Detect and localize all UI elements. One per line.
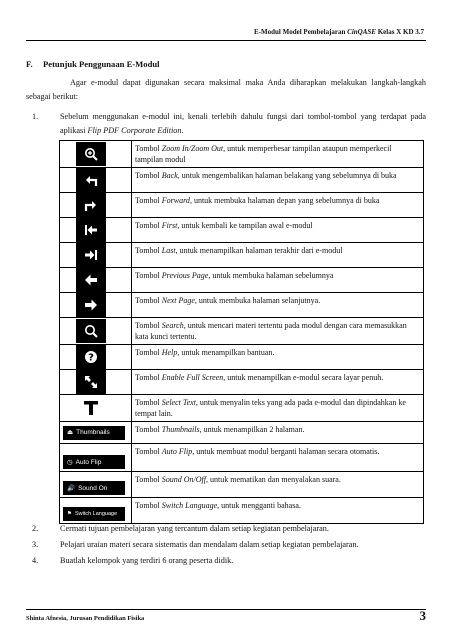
tool-row-zoom: Tombol Zoom In/Zoom Out, untuk memperbesar tampilan ataupun memperkecil tampilan modul bbox=[60, 141, 424, 168]
thumbnails-button: ⏏ Thumbnails bbox=[63, 426, 125, 440]
tool-row-next: Tombol Next Page, untuk membuka halaman selanjutnya. bbox=[60, 293, 424, 318]
tool-row-previous: Tombol Previous Page, untuk membuka halaman sebelumnya bbox=[60, 268, 424, 293]
section-number: F. bbox=[26, 59, 33, 69]
zoom-in-icon bbox=[76, 142, 106, 166]
sound-button: 🔊 Sound On bbox=[63, 481, 125, 495]
footer-author: Shinta Afnesia, Jurusan Pendidikan Fisika bbox=[26, 615, 145, 622]
header-prefix: E-Modul Model Pembelajaran bbox=[254, 28, 346, 36]
footer-rule bbox=[26, 609, 426, 610]
page-number: 3 bbox=[419, 608, 426, 623]
tool-row-last: Tombol Last, untuk menampilkan halaman terakhir dari e-modul bbox=[60, 243, 424, 268]
tool-row-back: Tombol Back, untuk mengembalikan halaman belakang yang sebelumnya di buka bbox=[60, 168, 424, 193]
tool-row-fullscreen: Tombol Enable Full Screen, untuk menampilkan e-modul secara layar penuh. bbox=[60, 370, 424, 395]
forward-icon bbox=[76, 193, 106, 217]
switch-language-icon: ⚑ bbox=[67, 510, 72, 517]
header-suffix: Kelas X KD 3.7 bbox=[377, 28, 424, 36]
auto-flip-button: ◷ Auto Flip bbox=[63, 455, 125, 469]
tool-table bbox=[59, 140, 424, 524]
help-icon bbox=[76, 345, 106, 369]
tool-row-select-text: Tombol Select Text, untuk menyalin teks yang ada pada e-modul dan dipindahkan ke tempat lain. bbox=[60, 395, 424, 422]
tool-row-first: Tombol First, untuk kembali ke tampilan awal e-modul bbox=[60, 218, 424, 243]
auto-flip-icon: ◷ bbox=[67, 458, 73, 466]
fullscreen-icon bbox=[76, 370, 106, 394]
first-page-icon bbox=[76, 218, 106, 242]
search-icon bbox=[76, 319, 106, 343]
header-model: CinQASE bbox=[347, 28, 376, 36]
header-rule bbox=[26, 40, 426, 41]
tool-row-thumbnails: ⏏ Thumbnails Tombol Thumbnails, untuk menampilkan 2 halaman. bbox=[60, 422, 424, 444]
tool-row-switch-language: ⚑ Switch Language Tombol Switch Language, untuk mengganti bahasa. bbox=[60, 498, 424, 524]
page-header bbox=[254, 28, 424, 36]
tool-row-search: Tombol Search, untuk mencari materi tertentu pada modul dengan cara memasukkan kata kunci tertentu. bbox=[60, 318, 424, 345]
intro-paragraph: Agar e-modul dapat digunakan secara maksimal maka Anda diharapkan melakukan langkah-langkah sebagai berikut: bbox=[26, 78, 426, 101]
app-name: Flip PDF Corporate Edition. bbox=[87, 126, 184, 135]
tool-row-help: ? Tombol Help, untuk menampilkan bantuan. bbox=[60, 345, 424, 370]
next-page-icon bbox=[76, 293, 106, 317]
previous-page-icon bbox=[76, 268, 106, 292]
svg-text:?: ? bbox=[88, 352, 94, 364]
step-1-number: 1. bbox=[32, 112, 39, 121]
section-title-text: Petunjuk Penggunaan E-Modul bbox=[43, 59, 160, 69]
thumbnails-icon: ⏏ bbox=[67, 429, 74, 436]
tool-row-sound: 🔊 Sound On Tombol Sound On/Off, untuk mematikan dan menyalakan suara. bbox=[60, 472, 424, 498]
switch-language-button: ⚑ Switch Language bbox=[63, 507, 125, 521]
step-1-text: Sebelum menggunakan e-modul ini, kenali terlebih dahulu fungsi dari tombol-tombol yang terdapat pada aplikasi Flip PDF Corporate Edition. bbox=[60, 112, 426, 135]
last-page-icon bbox=[76, 243, 106, 267]
tool-row-auto-flip: ◷ Auto Flip Tombol Auto Flip, untuk membuat modul berganti halaman secara otomatis. bbox=[60, 444, 424, 472]
section-title bbox=[26, 59, 160, 69]
tool-row-forward: Tombol Forward, untuk membuka halaman depan yang sebelumnya di buka bbox=[60, 193, 424, 218]
back-icon bbox=[76, 168, 106, 192]
select-text-icon bbox=[76, 396, 106, 420]
sound-icon: 🔊 bbox=[67, 484, 76, 492]
